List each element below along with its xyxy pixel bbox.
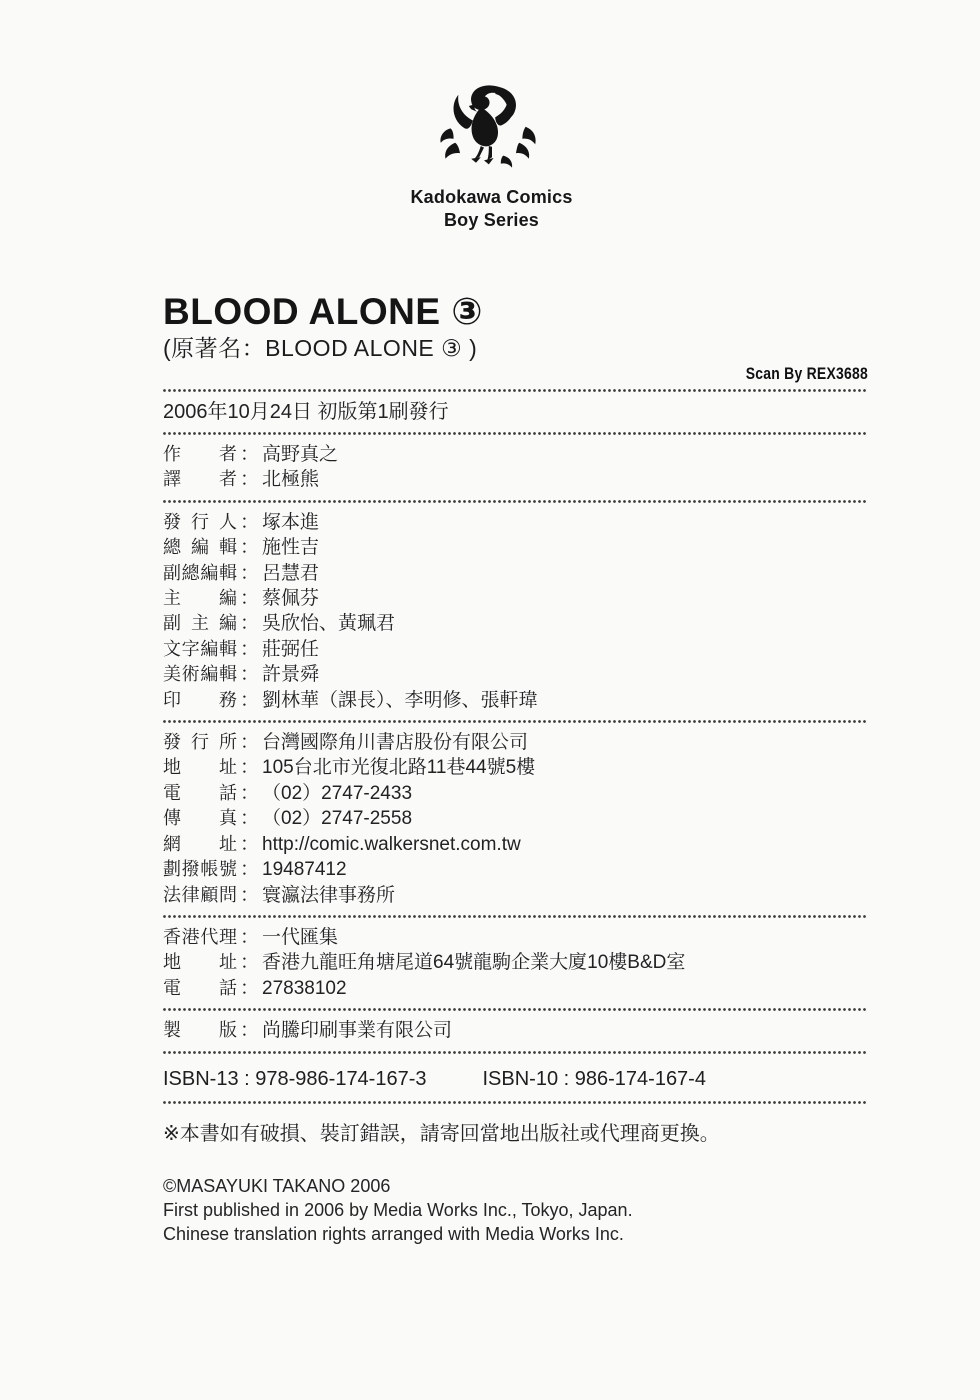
- row-colon: ：: [240, 638, 260, 660]
- row-value: （02）2747-2558: [262, 808, 413, 830]
- info-row: [163, 662, 868, 687]
- row-colon: ：: [240, 859, 260, 881]
- row-colon: ：: [240, 732, 260, 754]
- isbn-13: ISBN-13 : 978-986-174-167-3: [163, 1067, 427, 1090]
- row-colon: ：: [240, 689, 260, 711]
- row-colon: ：: [240, 469, 260, 491]
- row-label: 劃撥帳號: [163, 859, 237, 880]
- dotted-divider: [163, 915, 868, 918]
- row-label: 發行所: [163, 732, 237, 753]
- row-label: 地址: [163, 952, 237, 973]
- info-row: [163, 510, 868, 535]
- copyright-line: Chinese translation rights arranged with Media Works Inc.: [163, 1223, 624, 1244]
- original-title: (原著名：BLOOD ALONE ③ ): [163, 335, 478, 361]
- info-row: [163, 586, 868, 611]
- publisher-section: [163, 730, 868, 908]
- publisher-logo: [139, 0, 844, 231]
- row-colon: ：: [240, 1020, 260, 1042]
- edition-line: 2006年10月24日 初版第1刷發行: [163, 401, 449, 423]
- row-label: 作者: [163, 444, 237, 464]
- row-label: 發行人: [163, 511, 237, 532]
- row-value: 劉林華（課長）、李明修、張軒瑋: [262, 689, 538, 711]
- row-value: 蔡佩芬: [262, 588, 320, 610]
- row-colon: ：: [240, 664, 260, 686]
- row-value: 高野真之: [262, 444, 339, 465]
- row-value: 呂慧君: [262, 562, 320, 584]
- row-label: 法律顧問: [163, 884, 237, 905]
- row-colon: ：: [240, 952, 260, 974]
- info-row: [163, 950, 868, 975]
- row-value: 香港九龍旺角塘尾道64號龍駒企業大廈10樓B&D室: [262, 952, 686, 974]
- dotted-divider: [163, 500, 868, 503]
- row-label: 印務: [163, 689, 237, 710]
- row-value website-url: http://comic.walkersnet.com.tw: [262, 833, 521, 855]
- scan-credit: Scan By REX3688: [745, 364, 868, 383]
- row-colon: ：: [240, 588, 260, 610]
- row-colon: ：: [240, 977, 260, 999]
- damage-replacement-notice: ※本書如有破損、裝訂錯誤，請寄回當地出版社或代理商更換。: [163, 1122, 720, 1145]
- row-label: 傳真: [163, 808, 237, 829]
- row-value: 尚騰印刷事業有限公司: [262, 1020, 453, 1042]
- info-row: [163, 857, 868, 882]
- row-value: 105台北市光復北路11巷44號5樓: [262, 757, 536, 779]
- copyright-block: [163, 1174, 868, 1246]
- info-row: [163, 535, 868, 560]
- info-row: [163, 467, 868, 492]
- row-value: 寰瀛法律事務所: [262, 884, 396, 906]
- row-colon: ：: [240, 511, 260, 533]
- info-row: [163, 781, 868, 806]
- row-label: 製版: [163, 1020, 237, 1041]
- info-row: [163, 806, 868, 831]
- row-label: 地址: [163, 757, 237, 778]
- row-label: 副總編輯: [163, 562, 237, 583]
- dotted-divider: [163, 432, 868, 435]
- row-value: （02）2747-2433: [262, 782, 413, 804]
- row-label: 網址: [163, 833, 237, 854]
- row-label: 電話: [163, 782, 237, 803]
- row-label: 副主編: [163, 613, 237, 634]
- row-value: 19487412: [262, 859, 347, 881]
- logo-text-line1: Kadokawa Comics: [410, 187, 573, 207]
- info-row: [163, 561, 868, 586]
- info-row: [163, 755, 868, 780]
- row-colon: ：: [240, 562, 260, 584]
- row-label: 譯者: [163, 469, 237, 490]
- phoenix-icon: [436, 82, 548, 186]
- dotted-divider: [163, 1008, 868, 1011]
- logo-text-line2: Boy Series: [443, 210, 540, 230]
- info-row: [163, 1018, 868, 1043]
- row-colon: ：: [240, 782, 260, 804]
- info-row: [163, 925, 868, 950]
- info-row: [163, 688, 868, 713]
- row-value: 莊弼任: [262, 638, 320, 660]
- row-label: 美術編輯: [163, 664, 237, 685]
- row-colon: ：: [240, 833, 260, 855]
- row-value: 許景舜: [262, 664, 320, 686]
- row-label: 香港代理: [163, 926, 237, 947]
- hong-kong-section: [163, 925, 868, 1001]
- row-value: 一代匯集: [262, 926, 339, 948]
- row-colon: ：: [240, 757, 260, 779]
- info-row: [163, 976, 868, 1001]
- dotted-divider: [163, 389, 868, 392]
- info-row: [163, 611, 868, 636]
- copyright-line: First published in 2006 by Media Works Inc., Tokyo, Japan.: [163, 1199, 633, 1220]
- row-label: 文字編輯: [163, 638, 237, 659]
- info-row: [163, 442, 868, 467]
- row-label: 電話: [163, 977, 237, 998]
- isbn-10: ISBN-10 : 986-174-167-4: [482, 1067, 706, 1090]
- dotted-divider: [163, 1051, 868, 1054]
- creators-section: [163, 442, 868, 493]
- row-colon: ：: [240, 884, 260, 906]
- info-row: [163, 883, 868, 908]
- row-colon: ：: [240, 444, 260, 465]
- book-title: BLOOD ALONE ③: [163, 291, 484, 332]
- row-value: 27838102: [262, 977, 347, 999]
- info-row: [163, 637, 868, 662]
- row-value: 施性吉: [262, 537, 320, 559]
- dotted-divider: [163, 720, 868, 723]
- row-colon: ：: [240, 613, 260, 635]
- info-row: [163, 730, 868, 755]
- dotted-divider: [163, 1101, 868, 1104]
- row-label: 總編輯: [163, 537, 237, 558]
- info-row: [163, 832, 868, 857]
- row-value: 台灣國際角川書店股份有限公司: [262, 732, 529, 754]
- row-value: 塚本進: [262, 511, 320, 533]
- staff-section: [163, 510, 868, 713]
- row-label: 主編: [163, 588, 237, 609]
- colophon-content: [163, 291, 868, 1246]
- copyright-line: ©MASAYUKI TAKANO 2006: [163, 1175, 391, 1196]
- row-colon: ：: [240, 926, 260, 948]
- isbn-section: [163, 1066, 868, 1092]
- row-colon: ：: [240, 537, 260, 559]
- row-value: 北極熊: [262, 469, 320, 491]
- row-colon: ：: [240, 808, 260, 830]
- row-value: 吳欣怡、黃珮君: [262, 613, 396, 635]
- production-section: [163, 1018, 868, 1043]
